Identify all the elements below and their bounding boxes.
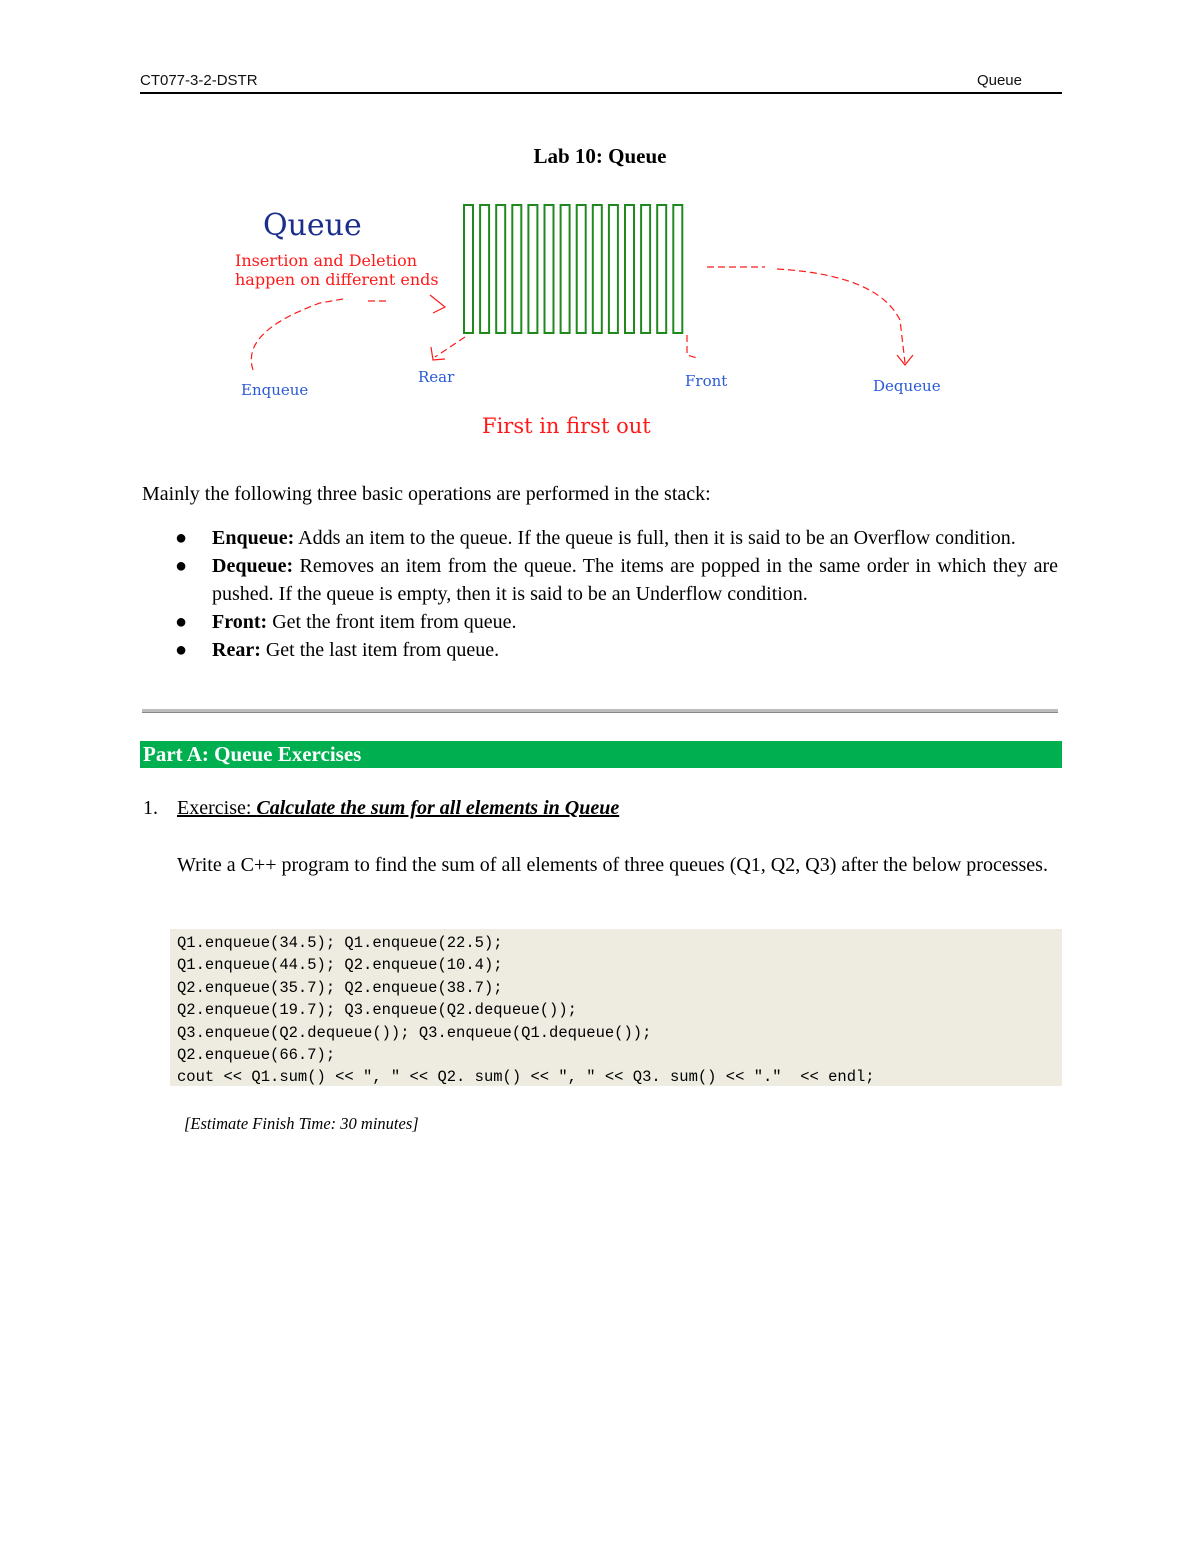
diagram-label-front: Front: [685, 372, 728, 390]
part-a-banner: [140, 741, 1062, 768]
queue-cells: [464, 205, 682, 333]
queue-cell: [545, 205, 554, 333]
operation-name: Rear:: [212, 639, 261, 661]
list-item: [142, 552, 1058, 608]
queue-cell: [625, 205, 634, 333]
diagram-label-rear: Rear: [418, 368, 455, 386]
dequeue-arrow: [707, 267, 905, 363]
operation-name: Enqueue:: [212, 527, 295, 549]
queue-cell: [561, 205, 570, 333]
bullet-icon: ●: [175, 611, 188, 633]
queue-cell: [609, 205, 618, 333]
rear-arrow: [435, 337, 465, 357]
bullet-icon: ●: [175, 639, 188, 661]
queue-cell: [528, 205, 537, 333]
list-item: [142, 524, 1058, 552]
code-line: cout << Q1.sum() << ", " << Q2. sum() << ", " << Q3. sum() << "." << endl;: [177, 1068, 875, 1087]
queue-cell: [641, 205, 650, 333]
bullet-icon: ●: [175, 527, 188, 549]
diagram-label-dequeue: Dequeue: [873, 377, 941, 395]
code-block: [170, 929, 1062, 1086]
exercise-prefix: Exercise:: [177, 797, 257, 819]
front-arrow: [687, 335, 697, 358]
queue-cell: [480, 205, 489, 333]
diagram-subtitle-line1: Insertion and Deletion: [235, 251, 418, 270]
diagram-caption: First in first out: [482, 414, 651, 438]
estimate-time: [Estimate Finish Time: 30 minutes]: [184, 1114, 419, 1133]
code-line: Q1.enqueue(34.5); Q1.enqueue(22.5);: [177, 934, 503, 952]
diagram-heading: Queue: [263, 208, 362, 243]
operation-text: Removes an item from the queue. The items are popped in the same order in which they are pushed. If the queue is empty, then it is said to be an Underflow condition.: [212, 555, 1058, 605]
exercise-description: Write a C++ program to find the sum of all elements of three queues (Q1, Q2, Q3) after the below processes.: [177, 854, 1048, 876]
queue-diagram: [225, 195, 945, 450]
operations-list: [142, 524, 1058, 664]
code-line: Q2.enqueue(66.7);: [177, 1046, 336, 1065]
exercise-number: 1.: [143, 797, 158, 819]
operation-name: Dequeue:: [212, 555, 294, 577]
code-line: Q2.enqueue(19.7); Q3.enqueue(Q2.dequeue());: [177, 1001, 577, 1020]
code-content: [170, 929, 1062, 1089]
list-item: [142, 636, 1058, 664]
queue-cell: [496, 205, 505, 333]
operation-text: Adds an item to the queue. If the queue is full, then it is said to be an Overflow condition.: [294, 527, 1016, 549]
operation-text: Get the front item from queue.: [267, 611, 517, 633]
queue-cell: [657, 205, 666, 333]
queue-cell: [512, 205, 521, 333]
header-topic: Queue: [976, 72, 1022, 89]
list-item: [142, 608, 1058, 636]
part-a-title: Part A: Queue Exercises: [143, 742, 362, 766]
diagram-subtitle-line2: happen on different ends: [235, 270, 439, 289]
page-title: Lab 10: Queue: [533, 144, 667, 168]
enqueue-arrowhead: [430, 295, 445, 313]
code-line: Q3.enqueue(Q2.dequeue()); Q3.enqueue(Q1.dequeue());: [177, 1023, 652, 1042]
exercise-title: Calculate the sum for all elements in Queue: [256, 797, 620, 819]
code-line: Q1.enqueue(44.5); Q2.enqueue(10.4);: [177, 956, 503, 975]
section-divider: [142, 709, 1058, 713]
header-course-code: CT077-3-2-DSTR: [140, 72, 258, 89]
code-line: Q2.enqueue(35.7); Q2.enqueue(38.7);: [177, 978, 503, 997]
queue-cell: [464, 205, 473, 333]
bullet-icon: ●: [175, 555, 188, 577]
exercise-heading: [177, 797, 619, 820]
operation-text: Get the last item from queue.: [260, 639, 500, 661]
operation-name: Front:: [212, 611, 268, 633]
queue-cell: [673, 205, 682, 333]
enqueue-arrow: [251, 299, 343, 370]
queue-cell: [593, 205, 602, 333]
diagram-label-enqueue: Enqueue: [241, 381, 309, 399]
intro-text: Mainly the following three basic operations are performed in the stack:: [142, 483, 711, 505]
rear-arrowhead: [431, 347, 445, 360]
queue-cell: [577, 205, 586, 333]
header-rule: [140, 92, 1062, 94]
